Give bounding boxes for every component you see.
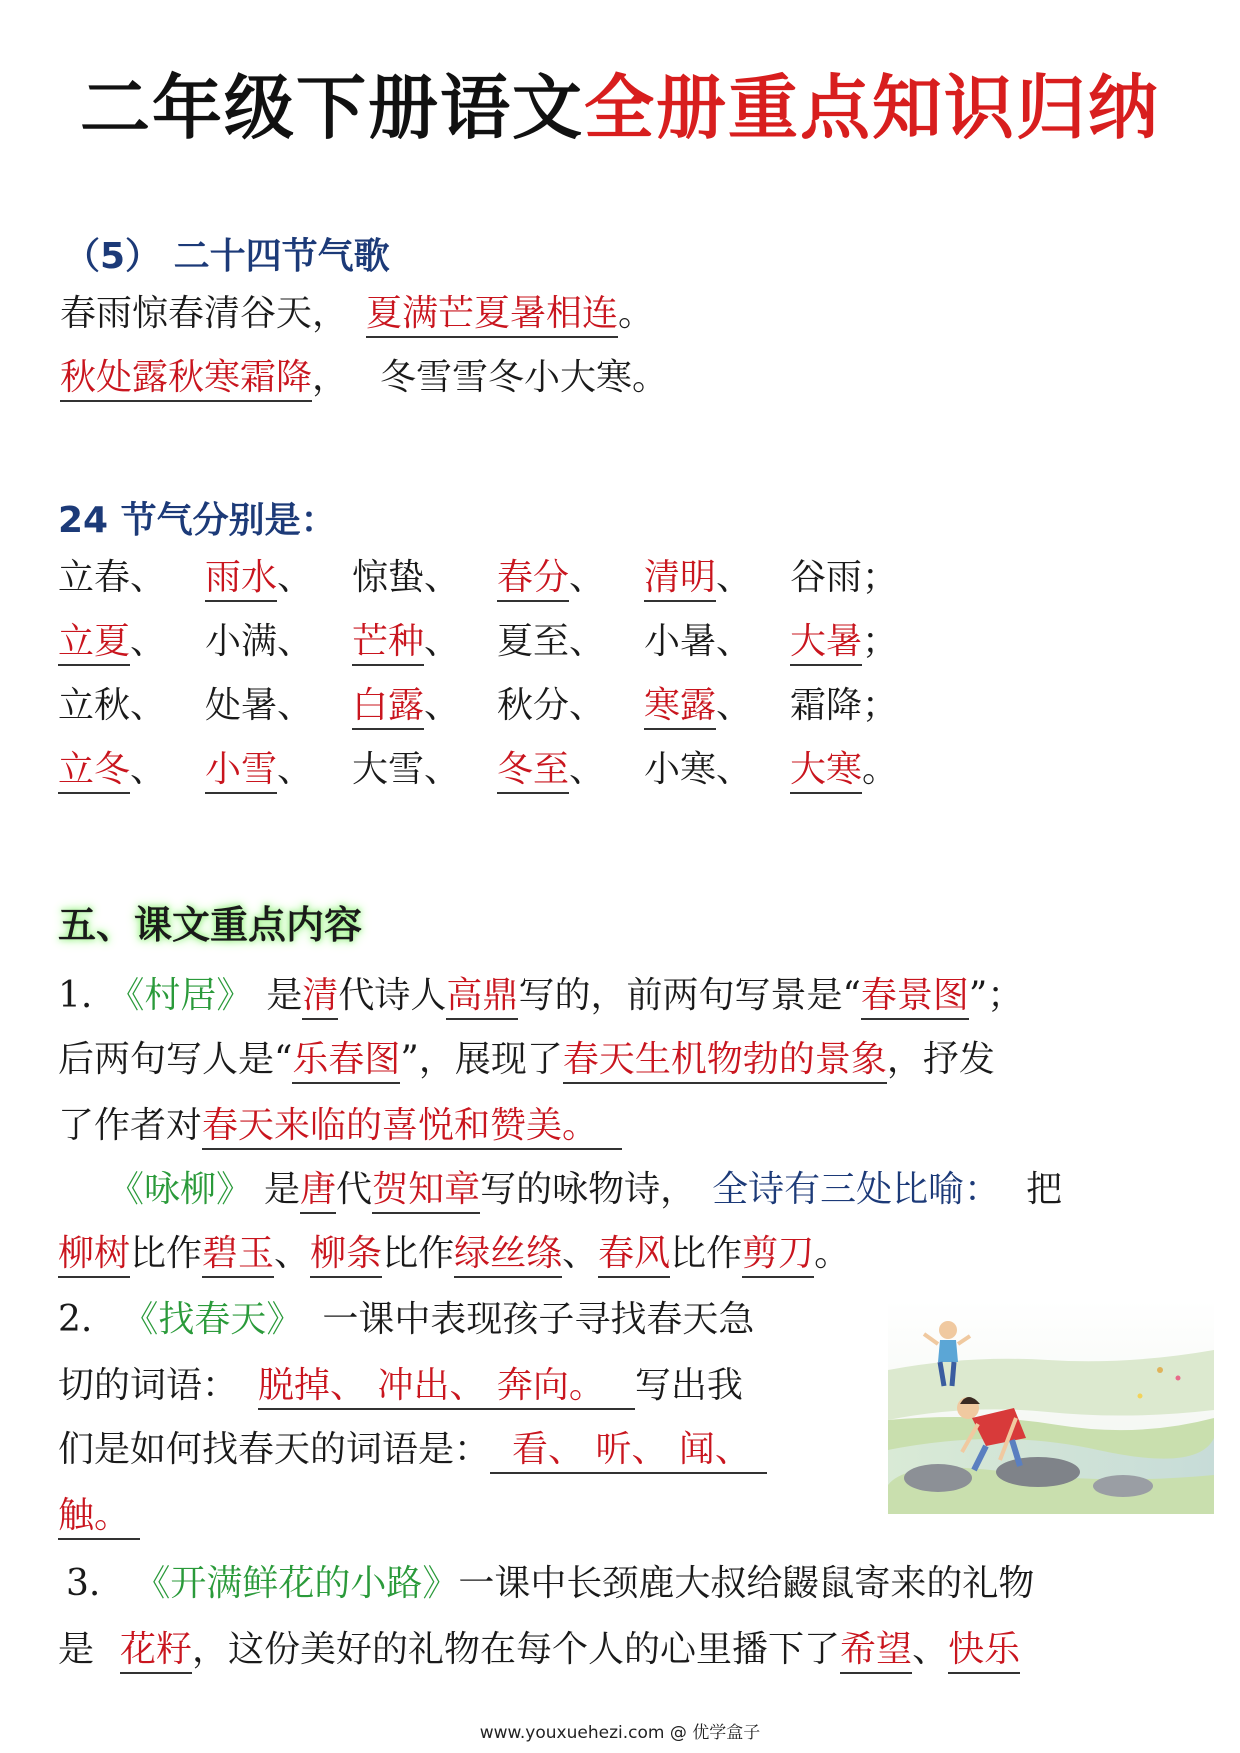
p3-book-title: 《开满鲜花的小路》 <box>134 1563 459 1604</box>
solar-term <box>352 621 461 662</box>
text: 。 <box>814 1233 851 1274</box>
solar-term <box>497 685 606 726</box>
p3-line1 <box>66 1563 1035 1604</box>
solar-term <box>58 685 167 726</box>
punct: 、 <box>130 557 167 598</box>
punct: 、 <box>277 749 314 790</box>
solar-term-label: 夏至 <box>497 621 570 662</box>
punct: ， <box>312 357 349 398</box>
solar-term-label: 小暑 <box>644 621 717 662</box>
text: ，这份美好的礼物在每个人的心里播下了 <box>192 1629 841 1670</box>
solar-term <box>205 749 314 790</box>
text: ，抒发 <box>886 1039 995 1080</box>
solar-term-label: 立秋 <box>58 685 131 726</box>
title-part1: 二年级下册语文 <box>80 67 584 149</box>
text: 把 <box>1026 1169 1063 1210</box>
punct: 、 <box>277 557 314 598</box>
p1b-book-title: 《咏柳》 <box>108 1169 253 1210</box>
p1-line3 <box>58 1105 622 1146</box>
punct: ； <box>862 557 899 598</box>
section5-heading: 五、课文重点内容 <box>58 903 363 947</box>
text: 、 <box>274 1233 311 1274</box>
p1-poet: 高鼎 <box>446 975 518 1020</box>
footer-watermark: www.youxuehezi.com @ 优学盒子 <box>479 1723 761 1743</box>
p1b-metaphor-term: 碧玉 <box>202 1233 274 1278</box>
solar-term <box>790 557 899 598</box>
p1-dynasty: 清 <box>302 975 338 1020</box>
text: 一课中表现孩子寻找春天急 <box>322 1299 755 1340</box>
solar-term <box>497 621 606 662</box>
text: 比作 <box>670 1233 743 1274</box>
punct: 、 <box>569 557 606 598</box>
p1b-line1 <box>108 1169 1063 1210</box>
text: 是 <box>264 1169 301 1210</box>
text: 比作 <box>130 1233 203 1274</box>
solar-term-label: 清明 <box>644 557 716 602</box>
p3-answer-1: 花籽 <box>120 1629 192 1674</box>
solar-term-label: 秋分 <box>497 685 570 726</box>
solar-song-line2-a: 秋处露秋寒霜降 <box>60 357 312 402</box>
solar-term <box>790 685 899 726</box>
solar-term <box>205 621 314 662</box>
solar-term <box>644 749 753 790</box>
p1b-metaphor-term: 柳条 <box>310 1233 382 1278</box>
solar-term-label: 小满 <box>205 621 278 662</box>
text: ”； <box>968 975 1024 1016</box>
punct: 、 <box>716 621 753 662</box>
p1b-metaphor-term: 春风 <box>598 1233 670 1278</box>
p2-line4 <box>58 1495 140 1536</box>
solar-term-label: 冬至 <box>497 749 569 794</box>
p1b-metaphor-term: 绿丝绦 <box>454 1233 562 1278</box>
p3-line2 <box>58 1629 1021 1670</box>
solar-term-label: 小雪 <box>205 749 277 794</box>
p2-line1 <box>58 1299 755 1340</box>
solar-term-label: 惊蛰 <box>352 557 425 598</box>
punct: 、 <box>424 749 461 790</box>
solar-term <box>58 749 167 790</box>
solar-term-label: 大寒 <box>790 749 862 794</box>
page-title <box>0 52 1240 153</box>
punct: 、 <box>424 621 461 662</box>
solar-term-label: 小寒 <box>644 749 717 790</box>
text: 是 <box>266 975 303 1016</box>
solar-song-line1-b: 夏满芒夏暑相连 <box>366 293 618 338</box>
solar-term <box>644 621 753 662</box>
solar-term-label: 春分 <box>497 557 569 602</box>
illustration-svg <box>888 1300 1214 1514</box>
title-part2: 全册重点知识归纳 <box>584 67 1160 149</box>
p2-answer-2: 看、 听、 闻、 <box>490 1429 767 1474</box>
solar-term <box>205 557 314 598</box>
p2-answer-3: 触。 <box>58 1495 140 1540</box>
children-spring-illustration <box>888 1300 1214 1514</box>
punct: 、 <box>569 621 606 662</box>
text: 写的咏物诗， <box>480 1169 697 1210</box>
solar-song-line1-a: 春雨惊春清谷天， <box>60 293 349 334</box>
solar-term <box>352 749 461 790</box>
p1-book-title: 《村居》 <box>108 975 253 1016</box>
solar-term <box>644 685 753 726</box>
solar-term-label: 立夏 <box>58 621 130 666</box>
p1b-metaphor-note: 全诗有三处比喻： <box>712 1169 1001 1210</box>
p1b-line2 <box>58 1233 851 1274</box>
punct: 、 <box>716 749 753 790</box>
p3-answer-2: 希望 <box>840 1629 912 1674</box>
text: 比作 <box>382 1233 455 1274</box>
punct: 、 <box>569 749 606 790</box>
punct: 、 <box>569 685 606 726</box>
solar-term <box>205 685 314 726</box>
text: 是 <box>58 1629 95 1670</box>
punct: 、 <box>130 685 167 726</box>
solar-term-label: 芒种 <box>352 621 424 666</box>
solar-term <box>58 621 167 662</box>
solar-term-label: 立春 <box>58 557 131 598</box>
p1b-metaphor-term: 剪刀 <box>742 1233 814 1278</box>
punct: ； <box>862 621 899 662</box>
solar-term <box>352 557 461 598</box>
p2-line3 <box>58 1429 767 1470</box>
solar-term-label: 白露 <box>352 685 424 730</box>
p1-number: 1. <box>58 975 93 1016</box>
p2-line2 <box>58 1365 743 1406</box>
solar-term-label: 立冬 <box>58 749 130 794</box>
punct: 。 <box>862 749 899 790</box>
p1-answer-3: 春天生机物勃的景象 <box>563 1039 887 1084</box>
punct: 、 <box>424 685 461 726</box>
punct: 。 <box>618 293 655 334</box>
text: ”，展现了 <box>400 1039 563 1080</box>
solar-term-label: 雨水 <box>205 557 277 602</box>
text: 后两句写人是“ <box>58 1039 293 1080</box>
solar-term <box>497 557 606 598</box>
text: 们是如何找春天的词语是： <box>58 1429 491 1470</box>
p1-answer-4: 春天来临的喜悦和赞美。 <box>202 1105 622 1150</box>
text: 写出我 <box>634 1365 743 1406</box>
p1-line1 <box>58 975 1024 1016</box>
p3-answer-3: 快乐 <box>948 1629 1020 1674</box>
p2-number: 2. <box>58 1299 93 1340</box>
solar-term-label: 处暑 <box>205 685 278 726</box>
solar-term <box>58 557 167 598</box>
solar-term <box>644 557 753 598</box>
p3-number: 3. <box>66 1563 101 1604</box>
p1b-dynasty: 唐 <box>300 1169 336 1214</box>
p1-line2 <box>58 1039 995 1080</box>
solar-term-label: 谷雨 <box>790 557 863 598</box>
punct: 、 <box>277 621 314 662</box>
punct: 、 <box>277 685 314 726</box>
text: 代 <box>336 1169 373 1210</box>
text: 了作者对 <box>58 1105 203 1146</box>
solar-term <box>790 749 899 790</box>
punct: 、 <box>130 749 167 790</box>
solar-term <box>790 621 899 662</box>
solar-term-label: 寒露 <box>644 685 716 730</box>
terms-heading: 24 节气分别是： <box>58 500 337 541</box>
solar-term-label: 大暑 <box>790 621 862 666</box>
text: 代诗人 <box>338 975 447 1016</box>
solar-term <box>497 749 606 790</box>
punct: 、 <box>716 685 753 726</box>
solar-song-line1 <box>60 293 655 334</box>
punct: 、 <box>912 1629 949 1670</box>
punct: ； <box>862 685 899 726</box>
text: 一课中长颈鹿大叔给鼹鼠寄来的礼物 <box>458 1563 1035 1604</box>
solar-term <box>352 685 461 726</box>
p2-book-title: 《找春天》 <box>122 1299 303 1340</box>
p1-answer-1: 春景图 <box>861 975 969 1020</box>
text: 切的词语： <box>58 1365 239 1406</box>
p1-answer-2: 乐春图 <box>292 1039 400 1084</box>
solar-term-label: 霜降 <box>790 685 863 726</box>
solar-term-label: 大雪 <box>352 749 425 790</box>
punct: 、 <box>130 621 167 662</box>
p1b-poet: 贺知章 <box>372 1169 480 1214</box>
punct: 、 <box>424 557 461 598</box>
solar-song-line2 <box>60 357 669 398</box>
text: 、 <box>562 1233 599 1274</box>
text: 写的，前两句写景是“ <box>518 975 861 1016</box>
solar-song-line2-b: 冬雪雪冬小大寒。 <box>380 357 669 398</box>
solar-song-heading: （5） 二十四节气歌 <box>64 236 390 277</box>
p2-answer-1: 脱掉、 冲出、 奔向。 <box>258 1365 635 1410</box>
p1b-metaphor-term: 柳树 <box>58 1233 130 1278</box>
punct: 、 <box>716 557 753 598</box>
